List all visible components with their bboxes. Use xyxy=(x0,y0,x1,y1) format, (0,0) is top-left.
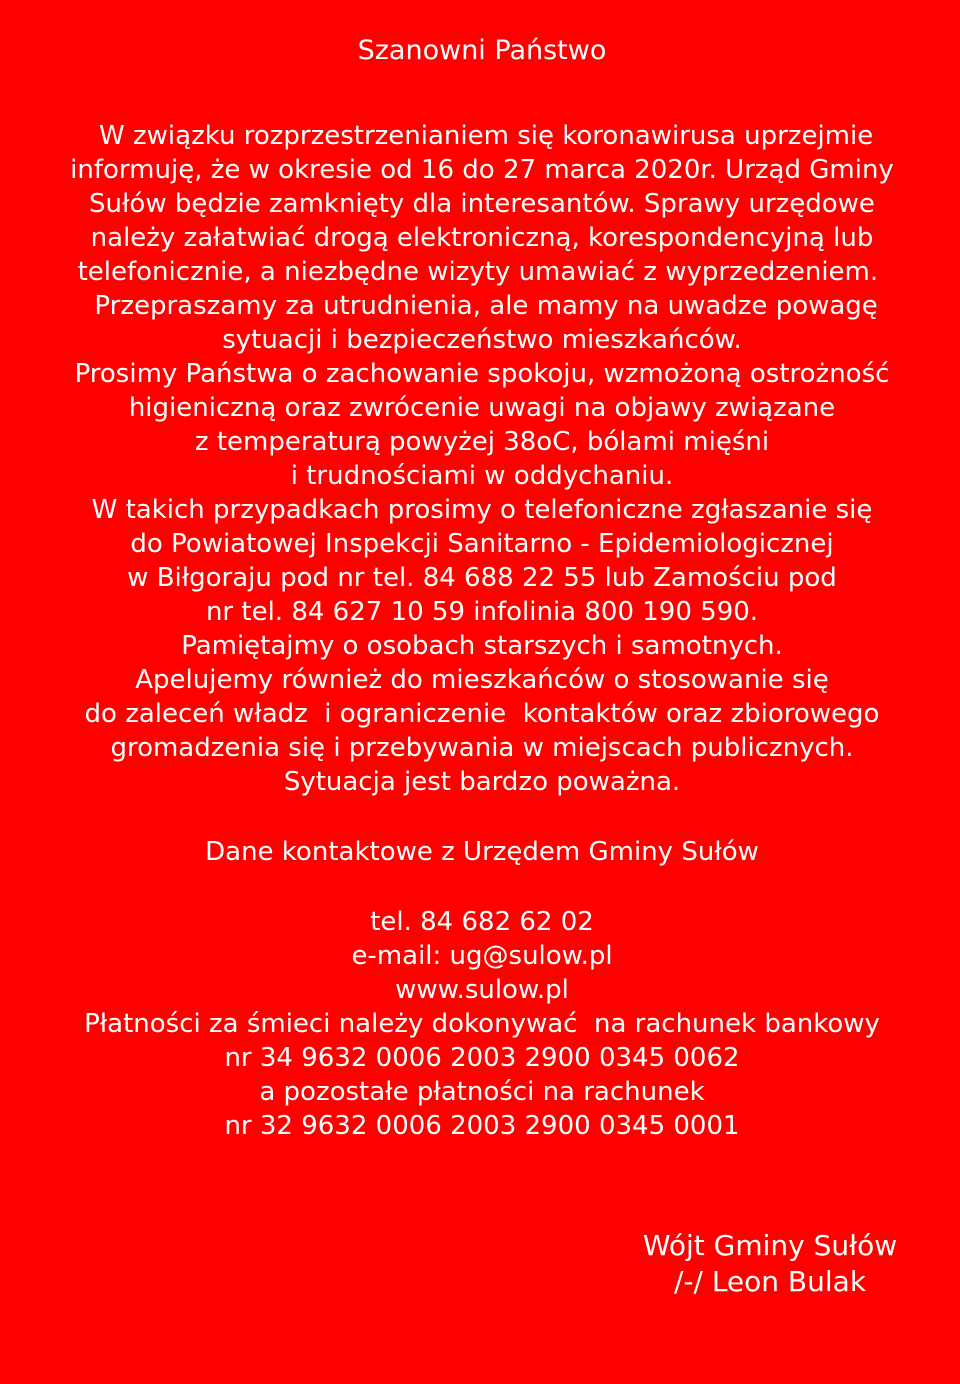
paragraph-line: Pamiętajmy o osobach starszych i samotnych. xyxy=(181,631,783,661)
paragraph-line: w Biłgoraju pod nr tel. 84 688 22 55 lub Zamościu pod xyxy=(127,563,837,593)
paragraph-line: nr tel. 84 627 10 59 infolinia 800 190 590. xyxy=(205,597,759,627)
paragraph-line: Apelujemy również do mieszkańców o stosowanie się xyxy=(135,665,829,695)
paragraph-line: sytuacji i bezpieczeństwo mieszkańców. xyxy=(222,325,742,355)
paragraph-line: należy załatwiać drogą elektroniczną, korespondencyjną lub xyxy=(90,223,874,253)
paragraph-line: informuję, że w okresie od 16 do 27 marca 2020r. Urząd Gminy xyxy=(70,155,894,185)
signature-name: /-/ Leon Bulak xyxy=(673,1265,867,1298)
paragraph-line: Prosimy Państwa o zachowanie spokoju, wzmożoną ostrożność xyxy=(74,359,890,389)
paragraph-line: W takich przypadkach prosimy o telefoniczne zgłaszanie się xyxy=(91,495,873,525)
paragraph-line: Przepraszamy za utrudnienia, ale mamy na uwadze powagę xyxy=(86,291,878,321)
paragraph-line: i trudnościami w oddychaniu. xyxy=(290,461,674,491)
spacer xyxy=(0,869,960,905)
signature-block xyxy=(560,1228,960,1300)
contact-phone: tel. 84 682 62 02 xyxy=(370,907,594,937)
paragraph-line: Sytuacja jest bardzo poważna. xyxy=(283,767,681,797)
payment-line: nr 32 9632 0006 2003 2900 0345 0001 xyxy=(224,1111,740,1141)
contact-heading: Dane kontaktowe z Urzędem Gminy Sułów xyxy=(205,837,759,867)
greeting: Szanowni Państwo xyxy=(357,35,607,66)
paragraph-line: higieniczną oraz zwrócenie uwagi na objawy związane xyxy=(128,393,836,423)
paragraph-line: telefonicznie, a niezbędne wizyty umawiać z wyprzedzeniem. xyxy=(77,257,887,287)
paragraph-line: z temperaturą powyżej 38oC, bólami mięśni xyxy=(194,427,770,457)
contact-website: www.sulow.pl xyxy=(395,975,569,1005)
payment-line: Płatności za śmieci należy dokonywać na rachunek bankowy xyxy=(84,1009,880,1039)
letter-body xyxy=(0,119,960,1143)
paragraph-line: do zaleceń władz i ograniczenie kontaktów oraz zbiorowego xyxy=(84,699,880,729)
payment-line: nr 34 9632 0006 2003 2900 0345 0062 xyxy=(224,1043,740,1073)
paragraph-line: gromadzenia się i przebywania w miejscach publicznych. xyxy=(110,733,854,763)
paragraph-line: W związku rozprzestrzenianiem się koronawirusa uprzejmie xyxy=(90,121,874,151)
paragraph-line: Sułów będzie zamknięty dla interesantów. Sprawy urzędowe xyxy=(89,189,875,219)
payment-line: a pozostałe płatności na rachunek xyxy=(259,1077,705,1107)
paragraph-line: do Powiatowej Inspekcji Sanitarno - Epidemiologicznej xyxy=(130,529,834,559)
contact-email: e-mail: ug@sulow.pl xyxy=(351,941,613,971)
spacer xyxy=(0,799,960,835)
signature-title: Wójt Gminy Sułów xyxy=(642,1229,898,1262)
